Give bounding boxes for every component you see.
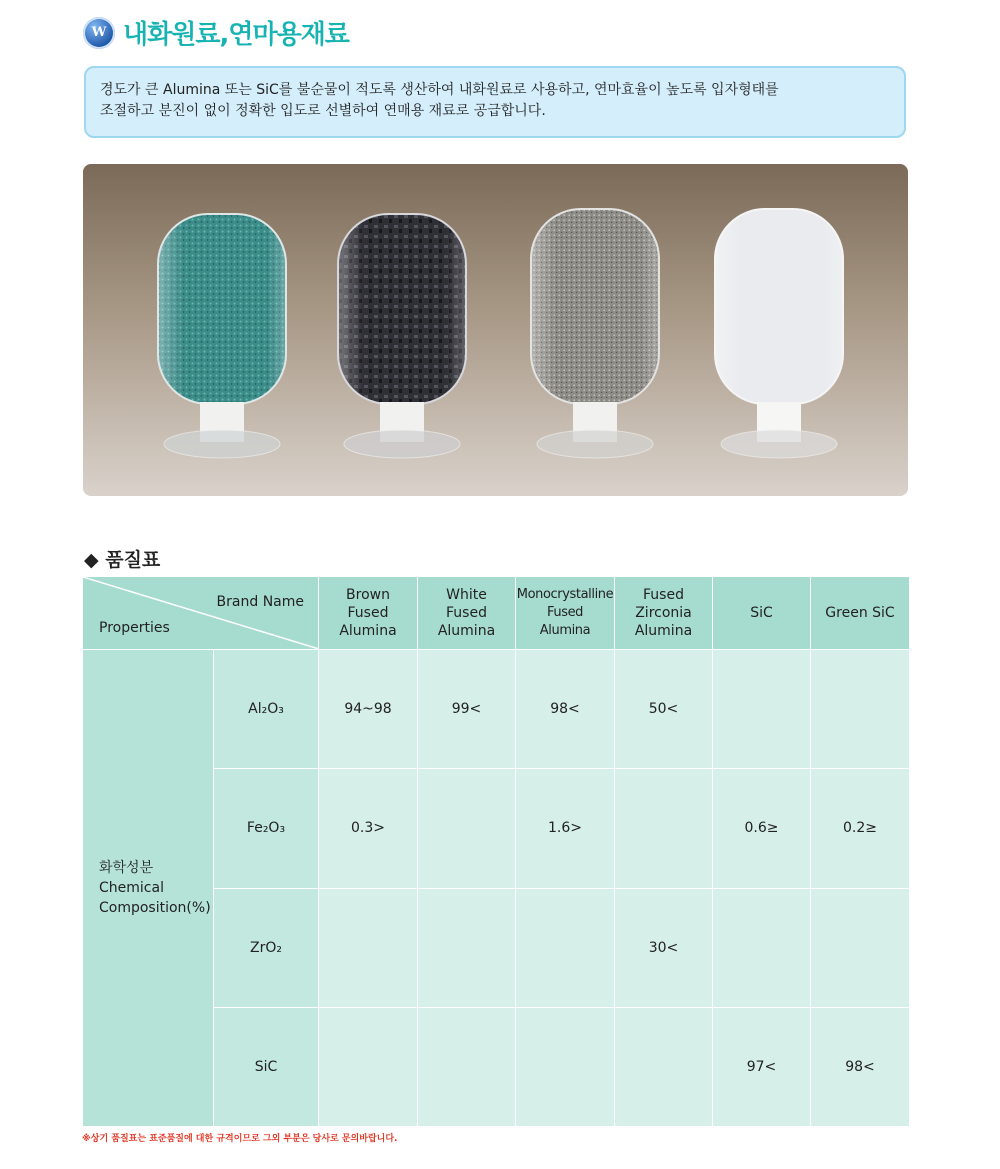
table-cell: 1.6>	[516, 769, 615, 888]
company-logo-icon: W	[83, 17, 115, 49]
table-cell	[811, 888, 910, 1007]
header-corner-cell	[83, 577, 319, 650]
intro-line-2: 조절하고 분진이 없이 정확한 입도로 선별하여 연매용 재료로 공급합니다.	[100, 103, 546, 119]
table-cell: 99<	[418, 650, 516, 769]
row-label: Al₂O₃	[214, 650, 319, 769]
table-cell	[516, 1007, 615, 1126]
section-title: ◆ 품질표	[84, 549, 161, 571]
column-header: White Fused Alumina	[418, 577, 516, 650]
table-cell	[615, 769, 713, 888]
table-row	[83, 650, 910, 769]
table-cell	[713, 650, 811, 769]
column-header: Brown Fused Alumina	[319, 577, 418, 650]
table-cell: 30<	[615, 888, 713, 1007]
table-cell: 98<	[516, 650, 615, 769]
table-cell	[713, 888, 811, 1007]
table-cell: 0.3>	[319, 769, 418, 888]
table-cell: 0.6≥	[713, 769, 811, 888]
product-photo	[83, 164, 908, 496]
jar-white-alumina	[715, 209, 843, 458]
chemical-composition-label: 화학성분 Chemical Composition(%)	[83, 650, 214, 1127]
intro-line-1: 경도가 큰 Alumina 또는 SiC를 불순물이 적도록 생산하여 내화원료로 사용하고, 연마효율이 높도록 입자형태를	[100, 82, 779, 98]
table-cell: 94~98	[319, 650, 418, 769]
table-cell	[418, 888, 516, 1007]
page-title: 내화원료,연마용재료	[123, 20, 349, 50]
table-cell: 0.2≥	[811, 769, 910, 888]
jar-green-sic	[158, 214, 286, 458]
table-cell: 98<	[811, 1007, 910, 1126]
table-cell	[811, 650, 910, 769]
properties-label: Properties	[99, 620, 170, 636]
column-header: Monocrystalline Fused Alumina	[516, 577, 615, 650]
table-cell	[319, 1007, 418, 1126]
brand-name-label: Brand Name	[216, 594, 304, 610]
row-label: Fe₂O₃	[214, 769, 319, 888]
jar-brown-alumina	[338, 214, 466, 458]
page-header	[83, 14, 349, 51]
column-header: Fused Zirconia Alumina	[615, 577, 713, 650]
row-label: ZrO₂	[214, 888, 319, 1007]
jar-grey-alumina	[531, 209, 659, 458]
table-cell: 97<	[713, 1007, 811, 1126]
table-cell	[516, 888, 615, 1007]
table-header-row	[83, 577, 910, 650]
intro-box	[84, 66, 906, 138]
row-label: SiC	[214, 1007, 319, 1126]
table-cell	[615, 1007, 713, 1126]
column-header: Green SiC	[811, 577, 910, 650]
column-header: SiC	[713, 577, 811, 650]
table-cell	[418, 1007, 516, 1126]
table-cell: 50<	[615, 650, 713, 769]
footnote: ※상기 품질표는 표준품질에 대한 규격이므로 그외 부분은 당사로 문의바랍니다.	[82, 1134, 398, 1144]
table-cell	[319, 888, 418, 1007]
quality-table	[82, 576, 910, 1127]
table-cell	[418, 769, 516, 888]
